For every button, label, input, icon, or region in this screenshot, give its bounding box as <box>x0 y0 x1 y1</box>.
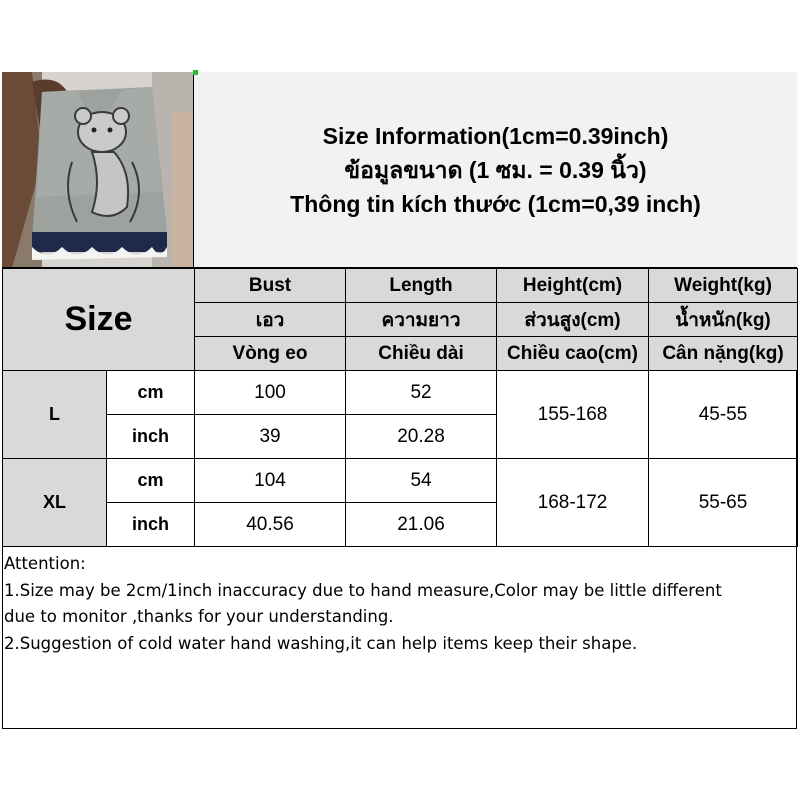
product-photo-illustration <box>2 72 194 268</box>
col-bust-en: Bust <box>195 269 346 303</box>
col-length-en: Length <box>346 269 497 303</box>
col-height-th: ส่วนสูง(cm) <box>497 303 649 337</box>
table-row <box>3 459 798 503</box>
col-height-en: Height(cm) <box>497 269 649 303</box>
header-row-english <box>3 269 798 303</box>
title-english: Size Information(1cm=0.39inch) <box>322 122 669 149</box>
l-length-cm: 52 <box>346 371 497 415</box>
xl-length-cm: 54 <box>346 459 497 503</box>
unit-inch-label: inch <box>107 415 195 459</box>
col-weight-en: Weight(kg) <box>649 269 798 303</box>
size-information-header <box>194 72 797 268</box>
table-row <box>3 371 798 415</box>
unit-cm-label: cm <box>107 459 195 503</box>
l-length-inch: 20.28 <box>346 415 497 459</box>
l-bust-cm: 100 <box>195 371 346 415</box>
size-l-label: L <box>3 371 107 459</box>
col-weight-th: น้ำหนัก(kg) <box>649 303 798 337</box>
attention-notes <box>4 551 794 657</box>
unit-inch-label: inch <box>107 503 195 547</box>
col-weight-vi: Cân nặng(kg) <box>649 337 798 371</box>
xl-length-inch: 21.06 <box>346 503 497 547</box>
xl-bust-inch: 40.56 <box>195 503 346 547</box>
size-column-header: Size <box>3 269 195 371</box>
col-height-vi: Chiều cao(cm) <box>497 337 649 371</box>
green-corner-mark <box>193 70 198 75</box>
size-xl-label: XL <box>3 459 107 547</box>
xl-weight: 55-65 <box>649 459 798 547</box>
title-vietnamese: Thông tin kích thước (1cm=0,39 inch) <box>290 190 701 217</box>
attention-heading: Attention: <box>4 554 86 573</box>
col-length-th: ความยาว <box>346 303 497 337</box>
l-bust-inch: 39 <box>195 415 346 459</box>
attention-note-2: 2.Suggestion of cold water hand washing,it can help items keep their shape. <box>4 633 638 653</box>
size-table <box>2 268 798 547</box>
col-bust-th: เอว <box>195 303 346 337</box>
attention-note-1b: due to monitor ,thanks for your understanding. <box>4 607 394 626</box>
attention-note-1a: 1.Size may be 2cm/1inch inaccuracy due to hand measure,Color may be little different <box>4 580 722 600</box>
col-length-vi: Chiều dài <box>346 337 497 371</box>
title-thai: ข้อมูลขนาด (1 ซม. = 0.39 นิ้ว) <box>344 156 647 183</box>
unit-cm-label: cm <box>107 371 195 415</box>
l-height: 155-168 <box>497 371 649 459</box>
xl-bust-cm: 104 <box>195 459 346 503</box>
col-bust-vi: Vòng eo <box>195 337 346 371</box>
product-photo <box>2 72 194 268</box>
l-weight: 45-55 <box>649 371 798 459</box>
xl-height: 168-172 <box>497 459 649 547</box>
